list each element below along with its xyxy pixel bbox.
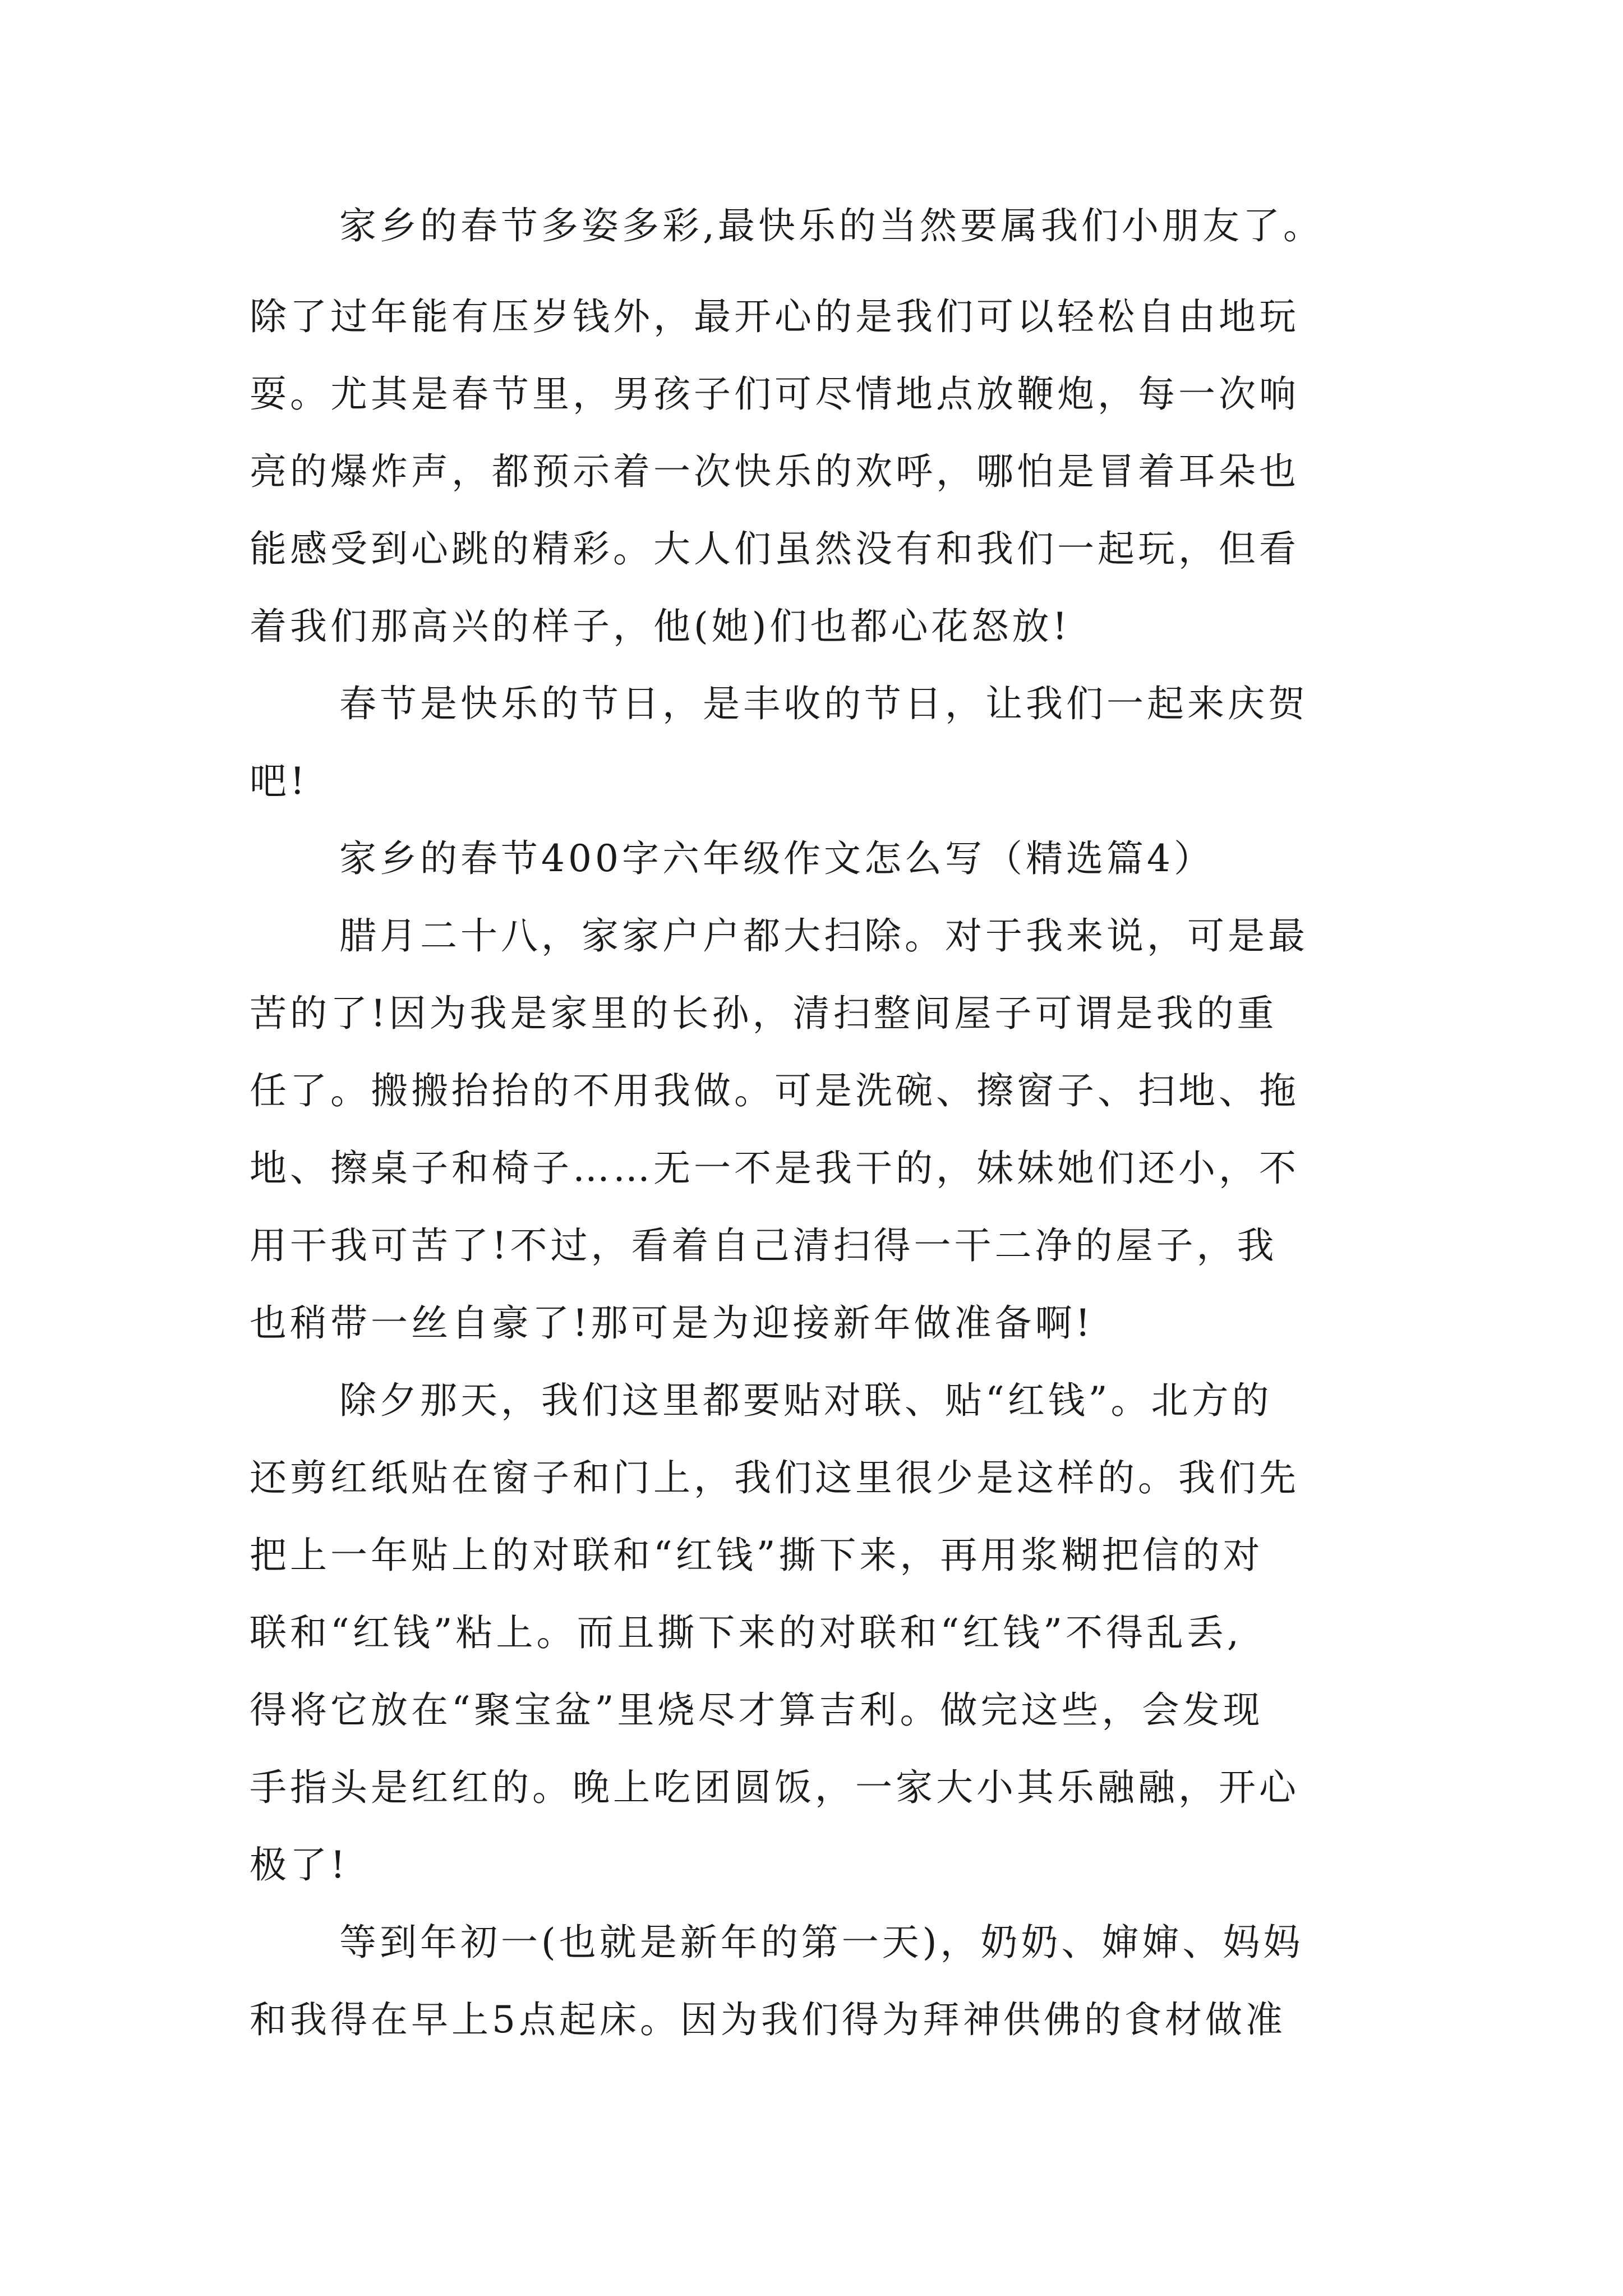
paragraph-line: 和我得在早上5点起床。因为我们得为拜神供佛的食材做准: [250, 1998, 1286, 2041]
paragraph-line: 除夕那天，我们这里都要贴对联、贴“红钱”。北方的: [339, 1379, 1272, 1422]
paragraph-line: 着我们那高兴的样子，他(她)们也都心花怒放!: [250, 605, 1071, 648]
paragraph-line: 除了过年能有压岁钱外，最开心的是我们可以轻松自由地玩: [250, 295, 1299, 338]
paragraph-line: 把上一年贴上的对联和“红钱”撕下来，再用浆糊把信的对: [250, 1534, 1264, 1577]
paragraph-line: 能感受到心跳的精彩。大人们虽然没有和我们一起玩，但看: [250, 527, 1299, 570]
paragraph-line: 亮的爆炸声，都预示着一次快乐的欢呼，哪怕是冒着耳朵也: [250, 450, 1299, 493]
paragraph-line: 联和“红钱”粘上。而且撕下来的对联和“红钱”不得乱丢,: [250, 1611, 1242, 1654]
paragraph-line: 地、擦桌子和椅子……无一不是我干的，妹妹她们还小，不: [250, 1147, 1299, 1190]
paragraph-line: 任了。搬搬抬抬的不用我做。可是洗碗、擦窗子、扫地、拖: [250, 1069, 1299, 1112]
paragraph-line: 也稍带一丝自豪了!那可是为迎接新年做准备啊!: [250, 1301, 1094, 1345]
paragraph-line: 用干我可苦了!不过，看着自己清扫得一干二净的屋子，我: [250, 1224, 1278, 1267]
paragraph-line: 腊月二十八，家家户户都大扫除。对于我来说，可是最: [339, 914, 1308, 958]
paragraph-line: 极了!: [250, 1843, 349, 1887]
paragraph-line: 苦的了!因为我是家里的长孙，清扫整间屋子可谓是我的重: [250, 992, 1278, 1035]
paragraph-line: 手指头是红红的。晚上吃团圆饭，一家大小其乐融融，开心: [250, 1766, 1299, 1809]
section-heading: 家乡的春节400字六年级作文怎么写（精选篇4）: [339, 837, 1214, 880]
paragraph-line: 等到年初一(也就是新年的第一天)，奶奶、婶婶、妈妈: [339, 1921, 1304, 1964]
paragraph-line: 得将它放在“聚宝盆”里烧尽才算吉利。做完这些，会发现: [250, 1688, 1264, 1732]
paragraph-line: 吧!: [250, 760, 308, 803]
paragraph-line: 还剪红纸贴在窗子和门上，我们这里很少是这样的。我们先: [250, 1456, 1299, 1499]
paragraph-line: 耍。尤其是春节里，男孩子们可尽情地点放鞭炮，每一次响: [250, 372, 1299, 416]
paragraph-line: 家乡的春节多姿多彩,最快乐的当然要属我们小朋友了。: [339, 204, 1324, 247]
paragraph-line: 春节是快乐的节日，是丰收的节日，让我们一起来庆贺: [339, 682, 1308, 725]
